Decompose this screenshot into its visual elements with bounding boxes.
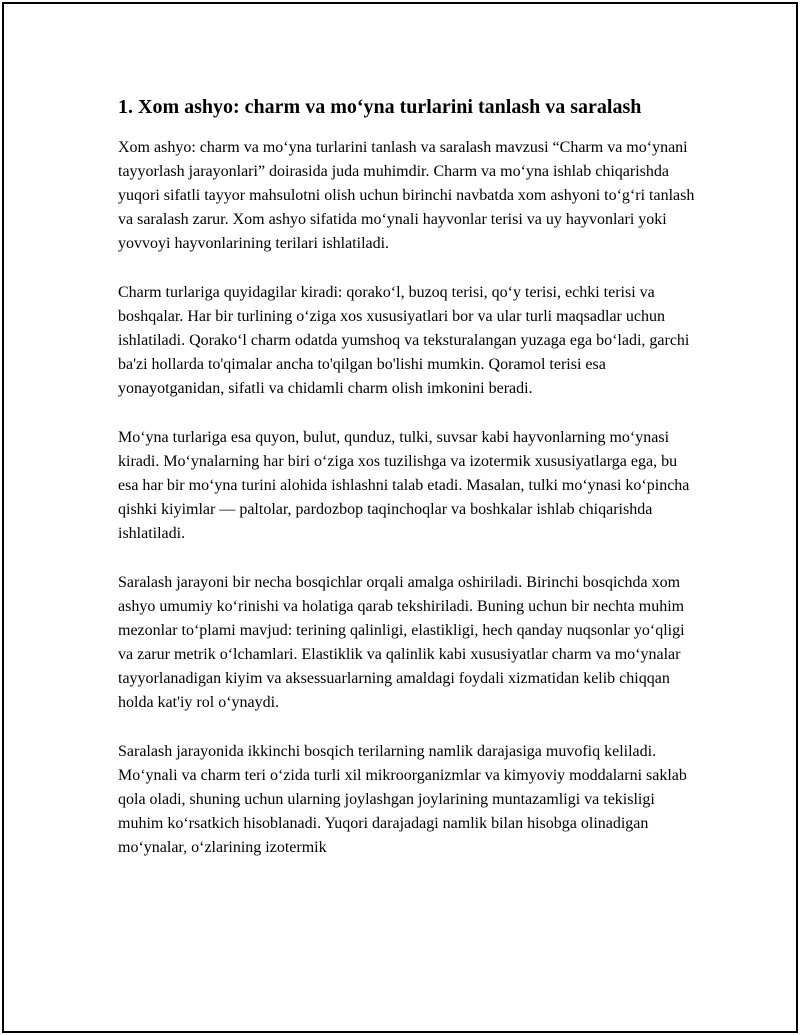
paragraph-leather-types: Charm turlariga quyidagilar kiradi: qorako‘l, buzoq terisi, qo‘y terisi, echki terisi va boshqalar. Har bir turlining o‘ziga xos xususiyatlari bor va ular turli maqsadlar uchun ishlatiladi. Qorako‘l charm odatda yumshoq va teksturalangan yuzaga ega bo‘ladi, garchi ba'zi hollarda to'qimalar ancha to'qilgan bo'lishi mumkin. Qoramol terisi esa yonayotganidan, sifatli va chidamli charm olish imkonini beradi.	[118, 284, 690, 397]
paragraph-intro: Xom ashyo: charm va mo‘yna turlarini tanlash va saralash mavzusi “Charm va mo‘ynani tayyorlash jarayonlari” doirasida juda muhimdir. Charm va mo‘yna ishlab chiqarishda yuqori sifatli tayyor mahsulotni olish uchun birinchi navbatda xom ashyoni to‘g‘ri tanlash va saralash zarur. Xom ashyo sifatida mo‘ynali hayvonlar terisi va uy hayvonlari yoki yovvoyi hayvonlarining terilari ishlatiladi.	[118, 139, 695, 252]
document-body	[118, 94, 698, 885]
section-heading: 1. Xom ashyo: charm va mo‘yna turlarini tanlash va saralash	[118, 96, 642, 118]
paragraph-fur-types: Mo‘yna turlariga esa quyon, bulut, qunduz, tulki, suvsar kabi hayvonlarning mo‘ynasi kiradi. Mo‘ynalarning har biri o‘ziga xos tuzilishga va izotermik xususiyatlarga ega, bu esa har bir mo‘yna turini alohida ishlashni talab etadi. Masalan, tulki mo‘ynasi ko‘pincha qishki kiyimlar — paltolar, pardozbop taqinchoqlar va boshkalar ishlab chiqarishda ishlatiladi.	[118, 429, 690, 542]
paragraph-sorting-stage-one: Saralash jarayoni bir necha bosqichlar orqali amalga oshiriladi. Birinchi bosqichda xom ashyo umumiy ko‘rinishi va holatiga qarab tekshiriladi. Buning uchun bir nechta muhim mezonlar to‘plami mavjud: terining qalinligi, elastikligi, hech qanday nuqsonlar yo‘qligi va zarur metrik o‘lchamlari. Elastiklik va qalinlik kabi xususiyatlar charm va mo‘ynalar tayyorlanadigan kiyim va aksessuarlarning amaldagi foydali xizmatidan kelib chiqqan holda kat'iy rol o‘ynaydi.	[118, 574, 685, 711]
paragraph-sorting-stage-two: Saralash jarayonida ikkinchi bosqich terilarning namlik darajasiga muvofiq keliladi. Mo‘ynali va charm teri o‘zida turli xil mikroorganizmlar va kimyoviy moddalarni saklab qola oladi, shuning uchun ularning joylashgan joylarining muntazamligi va tekisligi muhim ko‘rsatkich hisoblanadi. Yuqori darajadagi namlik bilan hisobga olinadigan mo‘ynalar, o‘zlarining izotermik	[118, 743, 687, 856]
